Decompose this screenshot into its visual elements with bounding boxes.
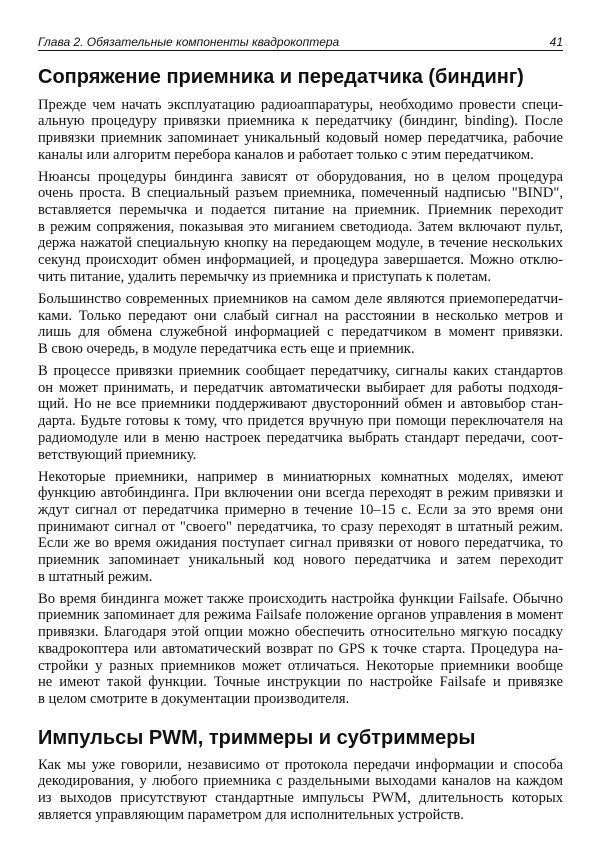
paragraph [38, 97, 563, 164]
text-line: Как мы уже говорили, независимо от протокола передачи информации и способа [38, 756, 563, 773]
text-line: Во время биндинга может также происходить настройка функции Failsafe. Обычно [38, 590, 563, 607]
text-line: не имеют такой функции. Точные инструкции по настройке Failsafe и привязке [38, 674, 563, 691]
text-line: Некоторые приемники, например в миниатюрных комнатных моделях, имеют [38, 468, 563, 485]
text-line: в целом смотрите в документации производителя. [38, 690, 350, 707]
text-line: Если же во время ожидания поступает сигнал привязки от нового передатчика, то [38, 535, 563, 552]
text-line: из выходов присутствуют стандартные импульсы PWM, длительность которых [38, 789, 563, 806]
text-line: держа нажатой специальную кнопку на передающем модуле, в течение нескольких [38, 235, 563, 252]
text-line: является управляющим параметром для исполнительных устройств. [38, 806, 464, 823]
text-line: привязки. Благодаря этой опции можно обеспечить относительно мягкую посадку [38, 624, 563, 641]
text-line: Прежде чем начать эксплуатацию радиоаппаратуры, необходимо провести специ- [38, 96, 563, 113]
text-line: принимают сигнал от "своего" передатчика, то сразу переходят в штатный режим. [38, 518, 563, 535]
text-line: альную процедуру привязки приемника к передатчику (биндинг, binding). После [38, 113, 563, 130]
paragraph [38, 291, 563, 358]
page-number: 41 [549, 35, 563, 49]
section-body-pwm [38, 757, 563, 829]
paragraph [38, 169, 563, 286]
paragraph [38, 363, 563, 463]
text-line: ждут сигнал от передатчика примерно в течение 10–15 с. Если за это время они [38, 501, 563, 518]
text-line: В свою очередь, в модуле передатчика есть еще и приемник. [38, 341, 415, 357]
text-line: вставляется перемычка и подается питание на приемник. Приемник переходит [38, 202, 563, 219]
section-body-binding [38, 97, 563, 713]
text-line: функцию автобиндинга. При включении они всегда переходят в режим привязки и [38, 485, 563, 502]
text-line: в штатный режим. [38, 568, 153, 585]
paragraph [38, 757, 563, 824]
text-line: чить питание, удалить перемычку из приемника и приступать к полетам. [38, 268, 492, 285]
text-line: В процессе привязки приемник сообщает передатчику, сигналы каких стандартов [38, 363, 563, 380]
paragraph [38, 591, 563, 708]
chapter-title: Глава 2. Обязательные компоненты квадрокоптера [38, 35, 340, 49]
text-line: радиомодуле или в меню настроек передатчика выбрать стандарт передачи, соот- [38, 429, 563, 446]
section-heading-pwm: Импульсы PWM, триммеры и субтриммеры [38, 727, 476, 749]
text-line: в режим сопряжения, показывая это миганием светодиода. Затем включают пульт, [38, 218, 563, 235]
text-line: щий. Но не все приемники поддерживают двусторонний обмен и автовыбор стан- [38, 396, 563, 413]
text-line: Большинство современных приемников на самом деле являются приемопередатчи- [38, 290, 563, 307]
text-line: декодирования, у любого приемника с раздельными выходами каналов на каждом [38, 773, 563, 790]
running-header [38, 34, 563, 51]
text-line: лишь для обмена служебной информацией с передатчиком в момент привязки. [38, 324, 563, 341]
text-line: стройки у разных приемников может отличаться. Некоторые приемники вообще [38, 657, 563, 674]
text-line: секунд происходит обмен информацией, и процедура завершается. Можно отклю- [38, 252, 563, 269]
text-line: дарта. Будьте готовы к тому, что придется вручную при помощи переключателя на [38, 413, 563, 430]
text-line: очень проста. В специальный разъем приемника, помеченный надписью "BIND", [38, 185, 563, 202]
text-line: ветствующий приемнику. [38, 446, 197, 463]
text-line: каналы или алгоритм перебора каналов и работает только с этим передатчиком. [38, 146, 534, 163]
text-line: приемник запоминает для режима Failsafe положение органов управления в момент [38, 607, 563, 624]
text-line: приемник запоминает уникальный код нового передатчика и затем переходит [38, 552, 563, 569]
text-line: ками. Только передают они слабый сигнал на расстоянии в несколько метров и [38, 307, 563, 324]
section-heading-binding: Сопряжение приемника и передатчика (биндинг) [38, 66, 524, 88]
text-line: он может принимать, и передатчик автоматически выбирает для работы подходя- [38, 379, 563, 396]
paragraph [38, 469, 563, 586]
text-line: Нюансы процедуры биндинга зависят от оборудования, но в целом процедура [38, 168, 563, 185]
text-line: привязки приемник запоминает уникальный кодовый номер передатчика, рабочие [38, 129, 563, 146]
text-line: квадрокоптера или автоматический возврат по GPS к точке старта. Процедура на- [38, 640, 563, 657]
